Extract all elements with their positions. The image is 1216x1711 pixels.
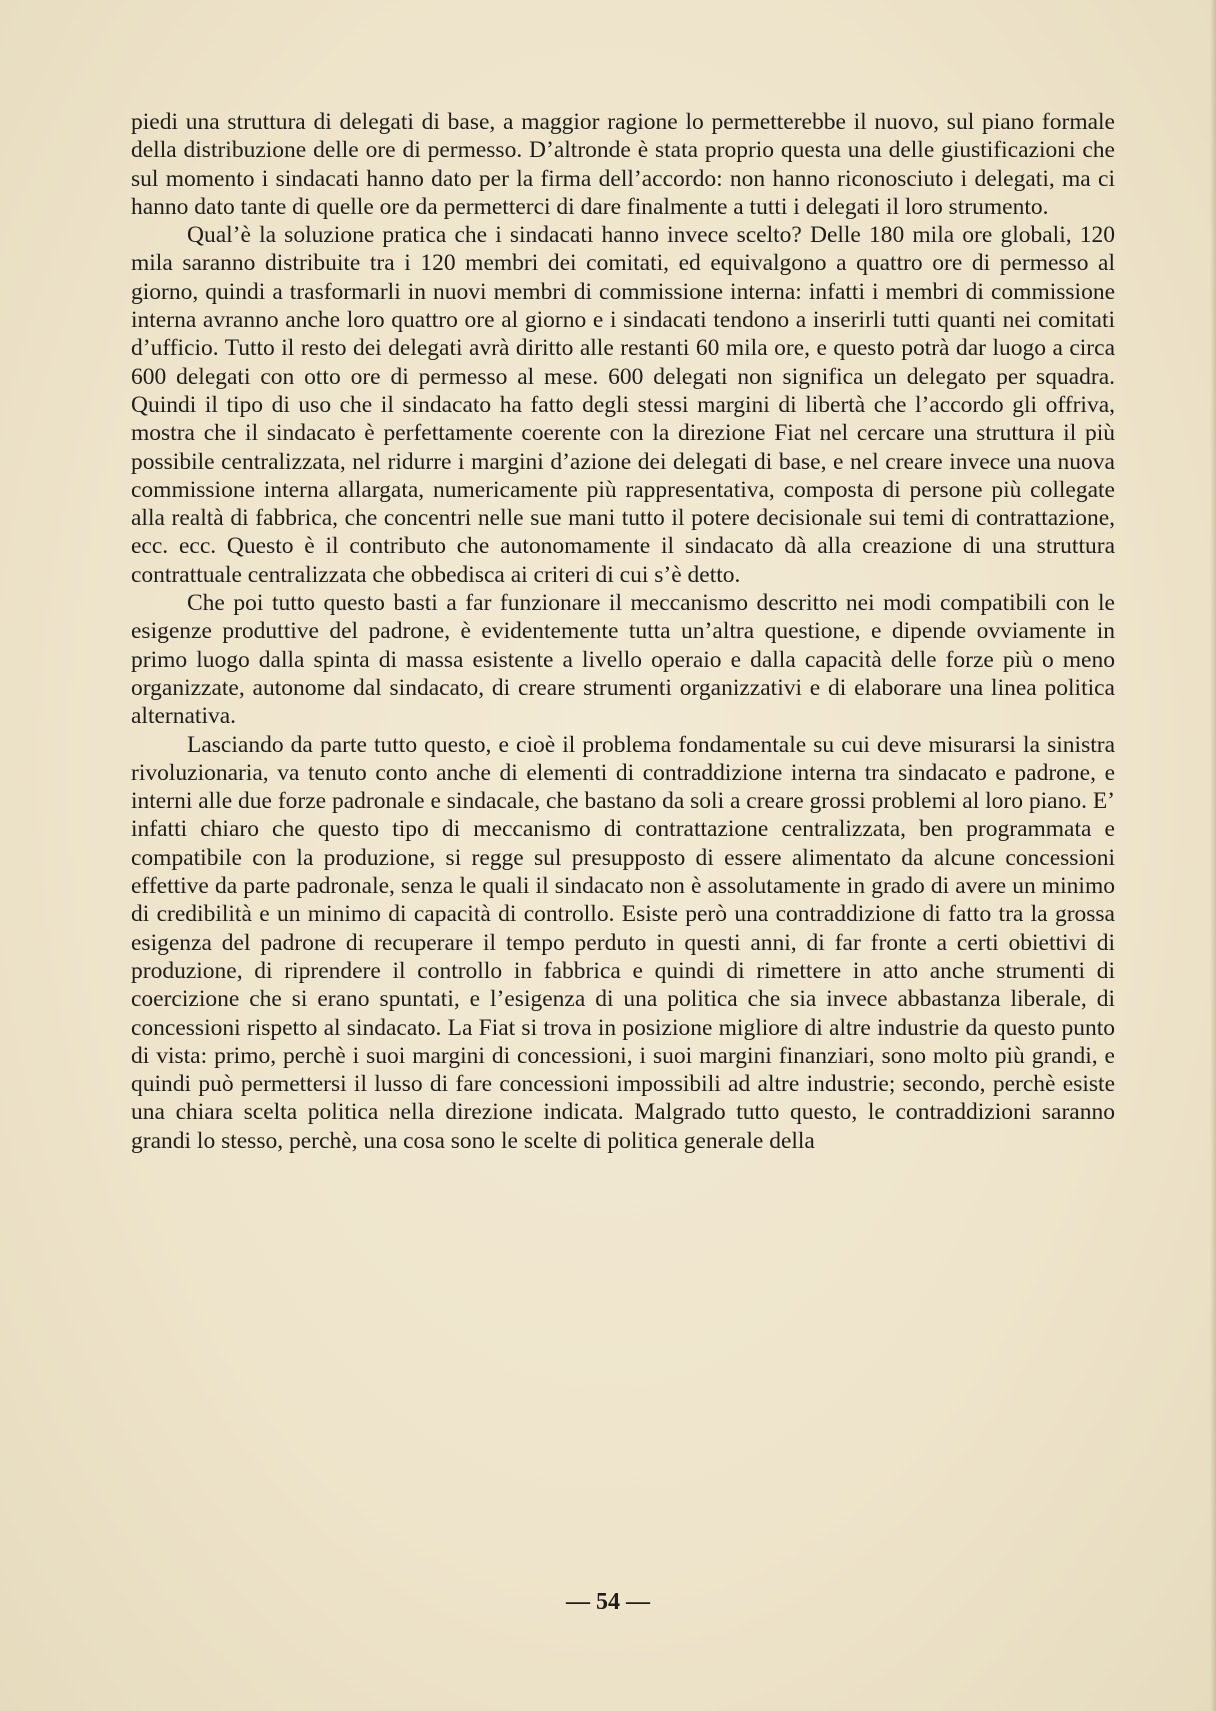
paragraph-2: Qual’è la soluzione pratica che i sindacati hanno invece scelto? Delle 180 mila ore globali, 120 mila saranno distribuite tra i 120 membri dei comitati, ed equivalgono a quattro ore di permesso al giorno, quindi a trasformarli in nuovi membri di commissione interna: infatti i membri di commissione interna avranno anche loro quattro ore al giorno e i sindacati tendono a inserirli tutti quanti nei comitati d’ufficio. Tutto il resto dei delegati avrà diritto alle restanti 60 mila ore, e questo potrà dar luogo a circa 600 delegati con otto ore di permesso al mese. 600 delegati non significa un delegato per squadra. Quindi il tipo di uso che il sindacato ha fatto degli stessi margini di libertà che l’accordo gli offriva, mostra che il sindacato è perfettamente coerente con la direzione Fiat nel cercare una struttura il più possibile centralizzata, nel ridurre i margini d’azione dei delegati di base, e nel creare invece una nuova commissione interna allargata, numericamente più rappresentativa, composta di persone più collegate alla realtà di fabbrica, che concentri nelle sue mani tutto il potere decisionale sui temi di contrattazione, ecc. ecc. Questo è il contributo che autonomamente il sindacato dà alla creazione di una struttura contrattuale centralizzata che obbedisca ai criteri di cui s’è detto. [131,222,1115,588]
page-number: — 54 — [566,1589,650,1615]
page-edge-shadow [1210,0,1216,1711]
paragraph-4: Lasciando da parte tutto questo, e cioè il problema fondamentale su cui deve misurarsi la sinistra rivoluzionaria, va tenuto conto anche di elementi di contraddizione interna tra sindacato e padrone, e interni alle due forze padronale e sindacale, che bastano da soli a creare grossi problemi al loro piano. E’ infatti chiaro che questo tipo di meccanismo di contrattazione centralizzata, ben programmata e compatibile con la produzione, si regge sul presupposto di essere alimentato da alcune concessioni effettive da parte padronale, senza le quali il sindacato non è assolutamente in grado di avere un minimo di credibilità e un minimo di capacità di controllo. Esiste però una contraddizione di fatto tra la grossa esigenza del padrone di recuperare il tempo perduto in questi anni, di far fronte a certi obiettivi di produzione, di riprendere il controllo in fabbrica e quindi di rimettere in atto anche strumenti di coercizione che si erano spuntati, e l’esigenza di una politica che sia invece abbastanza liberale, di concessioni rispetto al sindacato. La Fiat si trova in posizione migliore di altre industrie da questo punto di vista: primo, perchè i suoi margini di concessioni, i suoi margini finanziari, sono molto più grandi, e quindi può permettersi il lusso di fare concessioni impossibili ad altre industrie; secondo, perchè esiste una chiara scelta politica nella direzione indicata. Malgrado tutto questo, le contraddizioni saranno grandi lo stesso, perchè, una cosa sono le scelte di politica generale della [131,731,1115,1154]
body-text [131,108,1115,1155]
paragraph-1: piedi una struttura di delegati di base, a maggior ragione lo permetterebbe il nuovo, sul piano formale della distribuzione delle ore di permesso. D’altronde è stata proprio questa una delle giustificazioni che sul momento i sindacati hanno dato per la firma dell’accordo: non hanno riconosciuto i delegati, ma ci hanno dato tante di quelle ore da permetterci di dare finalmente a tutti i delegati il loro strumento. [131,109,1115,220]
paragraph-3: Che poi tutto questo basti a far funzionare il meccanismo descritto nei modi compatibili con le esigenze produttive del padrone, è evidentemente tutta un’altra questione, e dipende ovviamente in primo luogo dalla spinta di massa esistente a livello operaio e dalla capacità delle forze più o meno organizzate, autonome dal sindacato, di creare strumenti organizzativi e di elaborare una linea politica alternativa. [131,590,1115,730]
